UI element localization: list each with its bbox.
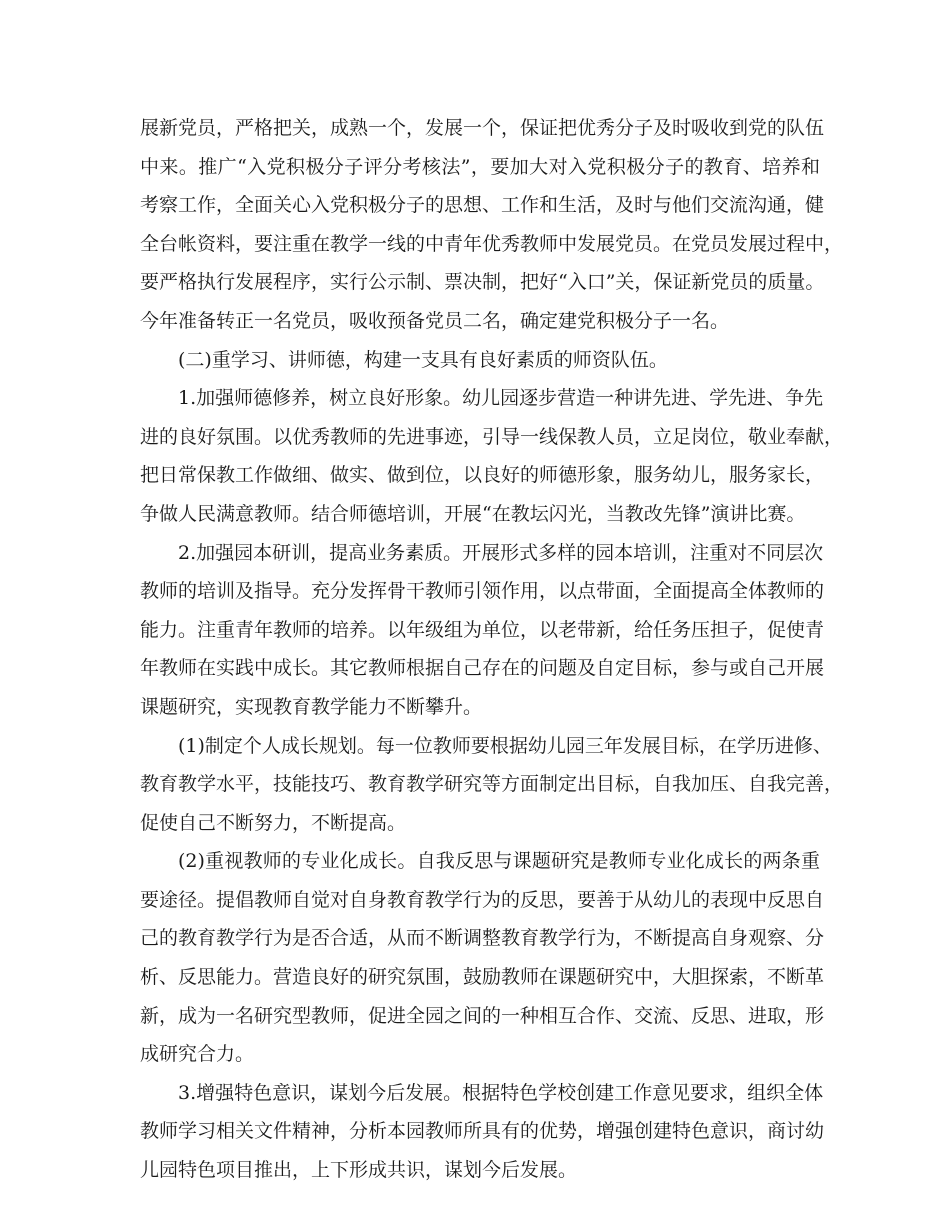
text-line: 把日常保教工作做细、做实、做到位，以良好的师德形象，服务幼儿，服务家长，: [140, 464, 825, 487]
text-line: (1)制定个人成长规划。每一位教师要根据幼儿园三年发展目标，在学历进修、: [178, 734, 832, 757]
text-line: 新，成为一名研究型教师，促进全园之间的一种相互合作、交流、反思、进取，形: [140, 1004, 825, 1027]
text-line: 课题研究，实现教育教学能力不断攀升。: [140, 695, 483, 718]
text-line: 争做人民满意教师。结合师德培训，开展“在教坛闪光，当教改先锋”演讲比赛。: [140, 502, 806, 525]
section-heading: (二)重学习、讲师德，构建一支具有良好素质的师资队伍。: [178, 348, 668, 371]
text-line: 能力。注重青年教师的培养。以年级组为单位，以老带新，给任务压担子，促使青: [140, 618, 825, 641]
text-line: 析、反思能力。营造良好的研究氛围，鼓励教师在课题研究中，大胆探索，不断革: [140, 966, 825, 989]
document-body: [140, 109, 844, 1190]
text-line: 进的良好氛围。以优秀教师的先进事迹，引导一线保教人员，立足岗位，敬业奉献，: [140, 425, 844, 448]
text-line: 今年准备转正一名党员，吸收预备党员二名，确定建党积极分子一名。: [140, 309, 730, 332]
text-line: 3.增强特色意识，谋划今后发展。根据特色学校创建工作意见要求，组织全体: [178, 1081, 824, 1104]
text-line: 2.加强园本研训，提高业务素质。开展形式多样的园本培训，注重对不同层次: [178, 541, 824, 564]
text-line: 展新党员，严格把关，成熟一个，发展一个，保证把优秀分子及时吸收到党的队伍: [140, 117, 825, 139]
text-line: 中来。推广“入党积极分子评分考核法”，要加大对入党积极分子的教育、培养和: [140, 155, 820, 178]
text-line: 教育教学水平，技能技巧、教育教学研究等方面制定出目标，自我加压、自我完善，: [140, 773, 844, 796]
text-line: 要严格执行发展程序，实行公示制、票决制，把好“入口”关，保证新党员的质量。: [140, 271, 825, 294]
text-line: 己的教育教学行为是否合适，从而不断调整教育教学行为，不断提高自身观察、分: [140, 927, 825, 950]
text-line: 1.加强师德修养，树立良好形象。幼儿园逐步营造一种讲先进、学先进、争先: [178, 387, 824, 410]
text-line: 年教师在实践中成长。其它教师根据自己存在的问题及自定目标，参与或自己开展: [140, 657, 825, 680]
text-line: 成研究合力。: [140, 1043, 255, 1066]
text-line: (2)重视教师的专业化成长。自我反思与课题研究是教师专业化成长的两条重: [178, 850, 820, 873]
text-line: 促使自己不断努力，不断提高。: [140, 811, 407, 834]
text-line: 儿园特色项目推出，上下形成共识，谋划今后发展。: [140, 1159, 578, 1182]
text-line: 考察工作，全面关心入党积极分子的思想、工作和生活，及时与他们交流沟通，健: [140, 194, 825, 217]
text-line: 全台帐资料，要注重在教学一线的中青年优秀教师中发展党员。在党员发展过程中，: [140, 232, 844, 255]
text-line: 教师的培训及指导。充分发挥骨干教师引领作用，以点带面，全面提高全体教师的: [140, 580, 825, 603]
text-line: 要途径。提倡教师自觉对自身教育教学行为的反思，要善于从幼儿的表现中反思自: [140, 888, 825, 911]
text-line: 教师学习相关文件精神，分析本园教师所具有的优势，增强创建特色意识，商讨幼: [140, 1120, 825, 1143]
